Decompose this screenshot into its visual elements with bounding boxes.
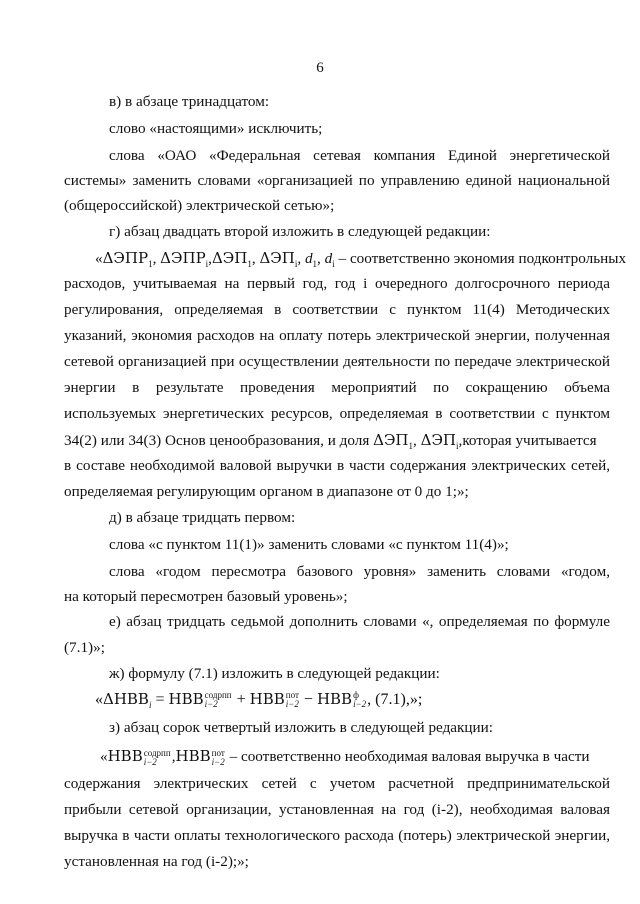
paragraph-line: д) в абзаце тридцать первом: [109,509,296,526]
paragraph-line: слова «ОАО «Федеральная сетевая компания Единой энергетической [109,147,610,164]
paragraph-line: на который пересмотрен базовый уровень»; [64,588,348,605]
page-number: 6 [316,60,324,76]
paragraph-line: содержания электрических сетей с учетом расчетной предпринимательской [64,775,610,792]
paragraph-line: е) абзац тридцать седьмой дополнить словами «, определяемая по формуле [109,613,610,630]
paragraph-line: сетевой организацией при осуществлении деятельности по передаче электрической [64,353,610,370]
paragraph-line: г) абзац двадцать второй изложить в следующей редакции: [109,223,491,240]
paragraph-line: указаний, экономия расходов на оплату потерь электрической энергии, полученная [64,327,610,344]
paragraph-line: установленная на год (i-2);»; [64,853,249,870]
formula-definition-line: «$\Delta ЭПР_1$, $\Delta ЭПР_i,\Delta ЭП_1$, $\Delta ЭП_i$, $d_1$, $d_i$ – соответственно экономия подконтрольных [95,249,627,270]
paragraph-line: слово «настоящими» исключить; [109,120,323,137]
paragraph-line-with-formula: 34(2) или 34(3) Основ ценообразования, и доля $\Delta ЭП_1$, $\Delta ЭП_i,которая$ учитывается [64,431,597,452]
paragraph-line: слова «с пунктом 11(1)» заменить словами «с пунктом 11(4)»; [109,536,509,553]
paragraph-line: ж) формулу (7.1) изложить в следующей редакции: [109,665,440,682]
paragraph-line: используемых энергетических ресурсов, определяемая в соответствии с пунктом [64,405,610,422]
paragraph-line: прибыли сетевой организации, установленная на год (i-2), необходимая валовая [64,801,610,818]
paragraph-line: слова «годом пересмотра базового уровня» заменить словами «годом, [109,563,610,580]
paragraph-line: (общероссийской) электрической сетью»; [64,197,335,214]
paragraph-line: з) абзац сорок четвертый изложить в следующей редакции: [109,719,494,736]
paragraph-line: энергии в результате проведения мероприятий по сокращению объема [64,379,610,396]
paragraph-line: в составе необходимой валовой выручки в части содержания электрических сетей, [64,457,610,474]
paragraph-line: выручка в части оплаты технологического расхода (потерь) электрической энергии, [64,827,610,844]
formula-7-1: «$\Delta НВВ_i$ = НВВ содрпп i−2 + НВВ пот i−2 − НВВ ф i−2 , (7.1),»; [95,690,423,711]
paragraph-line: (7.1)»; [64,639,105,656]
paragraph-line: определяемая регулирующим органом в диапазоне от 0 до 1;»; [64,483,469,500]
paragraph-line: регулирования, определяемая в соответствии с пунктом 11(4) Методических [64,301,610,318]
paragraph-line: расходов, учитываемая на первый год, год i очередного долгосрочного периода [64,275,610,292]
paragraph-line: системы» заменить словами «организацией по управлению единой национальной [64,172,610,189]
paragraph-line: в) в абзаце тринадцатом: [109,93,270,110]
formula-definition-line: «НВВ содрпп i−2 ,НВВ пот i−2 – соответственно необходимая валовая выручка в части [100,747,590,767]
